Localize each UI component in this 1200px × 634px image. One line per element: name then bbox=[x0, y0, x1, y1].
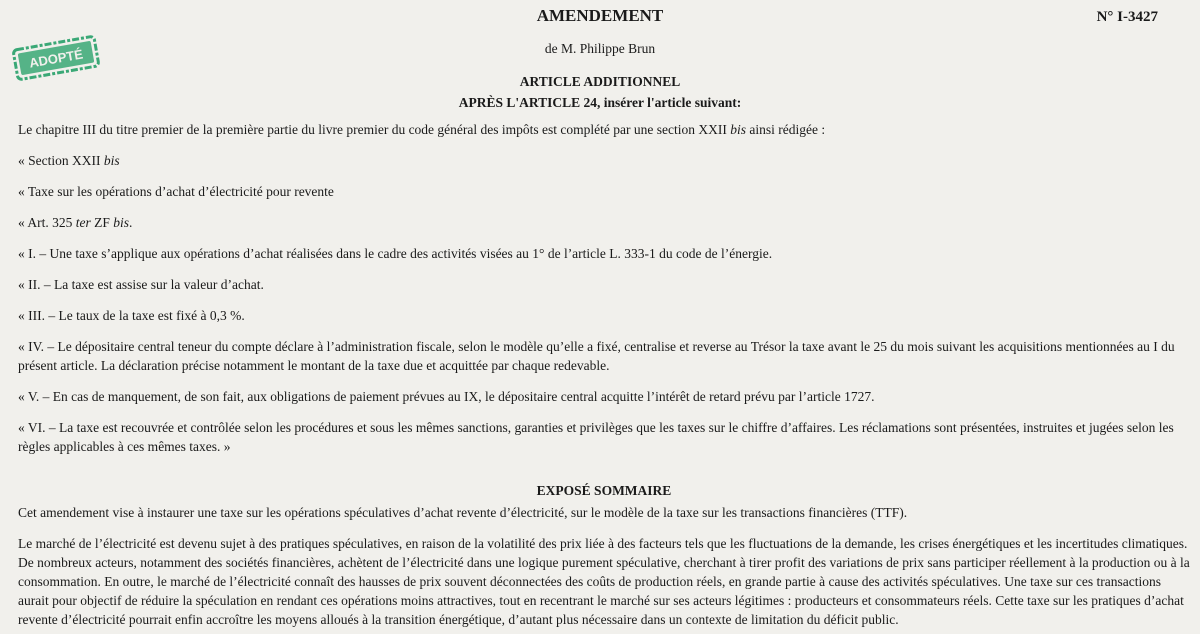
art-prefix: « Art. 325 bbox=[18, 215, 76, 230]
art-bis: bis bbox=[113, 215, 130, 230]
stamp-label: ADOPTÉ bbox=[28, 46, 85, 71]
document-title: AMENDEMENT bbox=[536, 6, 664, 25]
expose-paragraph-1: Cet amendement vise à instaurer une taxe sur les opérations spéculatives d’achat revente d’électricité, sur le modèle de la taxe sur les transactions financières (TTF). bbox=[18, 505, 908, 520]
paragraph-v: « V. – En cas de manquement, de son fait, aux obligations de paiement prévues au IX, le dépositaire central acquitte l’intérêt de retard prévu par l’article 1727. bbox=[18, 389, 875, 404]
section-prefix: « Section XXII bbox=[18, 153, 104, 168]
article-instruction: APRÈS L'ARTICLE 24, insérer l'article suivant: bbox=[458, 95, 742, 110]
art-suffix: . bbox=[129, 215, 133, 230]
paragraph-iv: « IV. – Le dépositaire central teneur du compte déclare à l’administration fiscale, selon le modèle qu’elle a fixé, centralise et reverse au Trésor la taxe avant le 25 du mois suivant les acquisitions mentionnées au I du présent article. La déclaration précise notamment le montant de la taxe due et acquittée par chaque redevable. bbox=[18, 339, 1175, 373]
expose-heading: EXPOSÉ SOMMAIRE bbox=[536, 483, 672, 498]
article-heading-block bbox=[0, 71, 1200, 113]
intro-text: Le chapitre III du titre premier de la première partie du livre premier du code général des impôts est complété par une section XXII bbox=[18, 122, 731, 137]
intro-bis: bis bbox=[730, 122, 746, 137]
paragraph-vi: « VI. – La taxe est recouvrée et contrôlée selon les procédures et sous les mêmes sanctions, garanties et privilèges que les taxes sur le chiffre d’affaires. Les réclamations sont présentées, instruites et jugées selon les règles applicables à ces mêmes taxes. » bbox=[18, 420, 1174, 454]
article-heading: ARTICLE ADDITIONNEL bbox=[519, 74, 681, 89]
author-line: de M. Philippe Brun bbox=[544, 41, 656, 56]
expose-paragraph-2: Le marché de l’électricité est devenu sujet à des pratiques spéculatives, en raison de la volatilité des prix liée à des facteurs tels que les fluctuations de la demande, les crises énergétiques et les incertitudes climatiques. De nombreux acteurs, notamment des sociétés financières, achètent de l’électricité dans une logique purement spéculative, cherchant à tirer profit des variations de prix sans participer réellement à la production ou à la consommation. En outre, le marché de l’électricité connaît des hausses de prix souvent déconnectées des coûts de production réels, en grande partie à cause des activités spéculatives. Une taxe sur ces transactions aurait pour objectif de réduire la spéculation en rendant ces opérations moins attractives, tout en recentrant le marché sur ses acteurs légitimes : producteurs et consommateurs réels. Cette taxe sur les pratiques d’achat revente d’électricité pourrait enfin accroître les moyens alloués à la transition énergétique, d’autant plus nécessaire dans un contexte de limitation du déficit public. bbox=[18, 536, 1190, 627]
amendment-body bbox=[18, 120, 1190, 634]
tax-name-line: « Taxe sur les opérations d’achat d’électricité pour revente bbox=[18, 184, 334, 199]
section-bis: bis bbox=[103, 153, 120, 168]
article-number-line bbox=[18, 213, 1190, 232]
expose-body bbox=[18, 503, 1190, 629]
art-middle: ZF bbox=[90, 215, 114, 230]
paragraph-i: « I. – Une taxe s’applique aux opérations d’achat réalisées dans le cadre des activités visées au 1° de l’article L. 333-1 du code de l’énergie. bbox=[18, 246, 773, 261]
intro-paragraph bbox=[18, 120, 1190, 139]
art-ter: ter bbox=[75, 215, 91, 230]
section-line bbox=[18, 151, 1190, 170]
intro-text-end: ainsi rédigée : bbox=[745, 122, 826, 137]
paragraph-ii: « II. – La taxe est assise sur la valeur d’achat. bbox=[18, 277, 264, 292]
paragraph-iii: « III. – Le taux de la taxe est fixé à 0,3 %. bbox=[18, 308, 245, 323]
amendment-number: N° I-3427 bbox=[1096, 9, 1158, 25]
